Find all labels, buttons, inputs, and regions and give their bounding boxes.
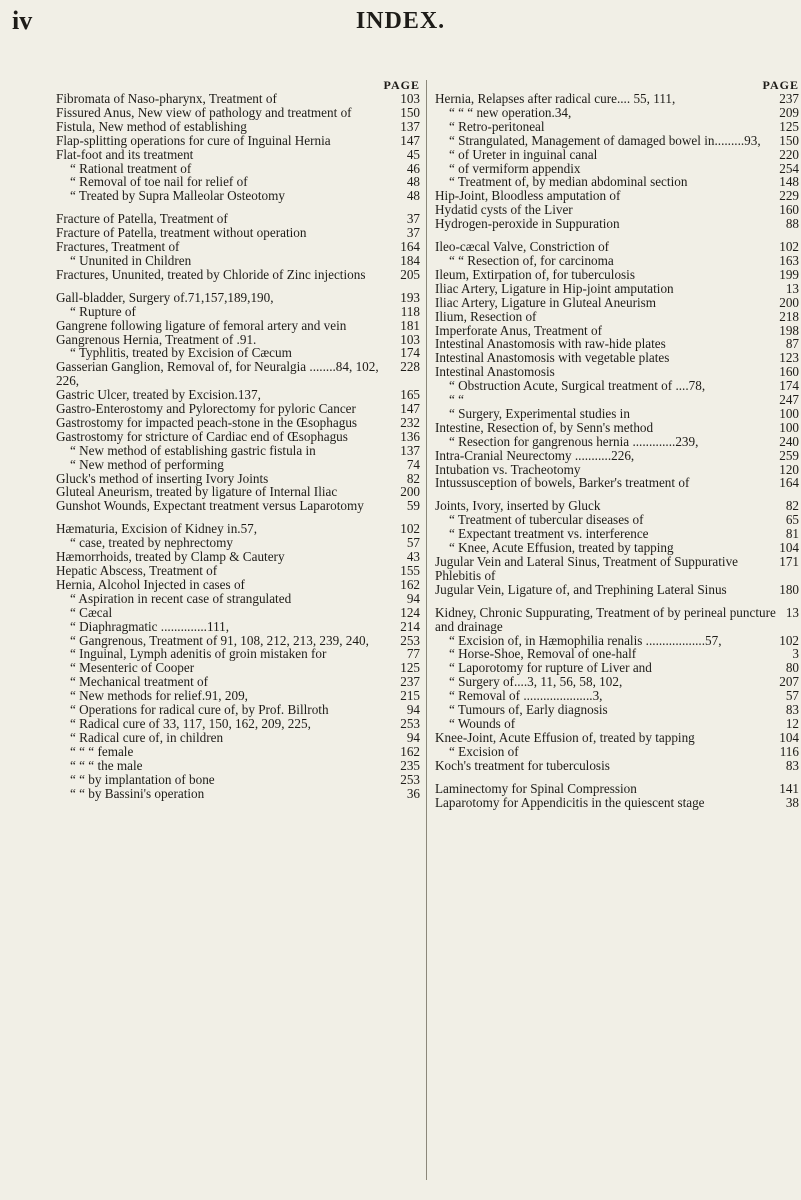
index-entry-page: 214	[400, 618, 420, 634]
index-entry-text: Gangrene following ligature of femoral artery and vein	[56, 317, 347, 333]
index-entry-page: 218	[779, 308, 799, 324]
index-entry-text: “ Removal of toe nail for relief of	[70, 174, 248, 190]
index-entry-page: 147	[400, 132, 420, 148]
index-entry	[435, 268, 799, 282]
index-entry-page: 160	[779, 364, 799, 380]
index-entry	[56, 402, 420, 416]
index-entry	[435, 689, 799, 703]
index-entry-text: “ Rational treatment of	[70, 160, 192, 176]
index-entry	[435, 499, 799, 513]
index-entry-text: Hæmaturia, Excision of Kidney in.57,	[56, 521, 258, 537]
index-entry-text: “ Radical cure of 33, 117, 150, 162, 209, 225,	[70, 715, 311, 731]
index-entry	[56, 416, 420, 430]
index-entry	[56, 333, 420, 347]
index-entry-page: 124	[400, 604, 420, 620]
index-entry-text: Intra-Cranial Neurectomy ...........226,	[435, 447, 635, 463]
index-entry	[56, 134, 420, 148]
index-entry-text: “ “ “ new operation.34,	[449, 104, 572, 120]
index-entry-page: 240	[779, 433, 799, 449]
index-entry	[56, 592, 420, 606]
index-entry-page: 253	[400, 715, 420, 731]
index-entry-page: 13	[785, 280, 799, 296]
index-entry-page: 125	[779, 118, 799, 134]
index-entry-page: 141	[779, 780, 799, 796]
index-entry-text: Intussusception of bowels, Barker's treatment of	[435, 475, 690, 491]
index-entry	[56, 175, 420, 189]
index-entry-text: “ Ununited in Children	[70, 252, 192, 268]
index-entry-page: 82	[785, 498, 799, 514]
index-entry	[56, 522, 420, 536]
index-entry-page: 100	[779, 405, 799, 421]
index-entry	[435, 175, 799, 189]
page-folio: iv	[12, 6, 33, 35]
index-entry	[435, 555, 799, 583]
index-entry	[56, 759, 420, 773]
index-entry-text: Gluteal Aneurism, treated by ligature of Internal Iliac	[56, 484, 338, 500]
index-entry-text: Gastrostomy for impacted peach-stone in the Œsophagus	[56, 414, 358, 430]
index-entry-text: “ Cæcal	[70, 604, 113, 620]
index-entry-text: “ New method of establishing gastric fistula in	[70, 442, 316, 458]
index-entry-page: 100	[779, 419, 799, 435]
index-entry-text: Laparotomy for Appendicitis in the quiescent stage	[435, 794, 705, 810]
index-entry-text: Fistula, New method of establishing	[56, 118, 247, 134]
index-entry-page: 103	[400, 331, 420, 347]
index-entry-text: “ of vermiform appendix	[449, 160, 581, 176]
index-entry	[56, 458, 420, 472]
index-entry	[56, 148, 420, 162]
index-entry-page: 125	[400, 660, 420, 676]
index-entry-text: Flap-splitting operations for cure of Inguinal Hernia	[56, 132, 331, 148]
index-entry-page: 82	[406, 470, 420, 486]
index-entry-text: “ Horse-Shoe, Removal of one-half	[449, 646, 637, 662]
index-entry-text: Jugular Vein and Lateral Sinus, Treatment of Suppurative Phlebitis of	[435, 554, 739, 583]
index-entry-page: 174	[779, 378, 799, 394]
index-entry	[435, 296, 799, 310]
index-entry-text: “ Typhlitis, treated by Excision of Cæcum	[70, 345, 292, 361]
index-entry	[56, 254, 420, 268]
index-entry-text: “ Rupture of	[70, 303, 136, 319]
index-entry-text: Hernia, Alcohol Injected in cases of	[56, 576, 245, 592]
index-entry-page: 205	[400, 266, 420, 282]
index-entry-page: 83	[785, 702, 799, 718]
index-entry-page: 148	[779, 174, 799, 190]
index-entry-page: 102	[779, 632, 799, 648]
index-entry	[56, 226, 420, 240]
index-entry	[56, 620, 420, 634]
index-entry-text: Hepatic Abscess, Treatment of	[56, 563, 218, 578]
index-entry-page: 37	[406, 225, 420, 241]
index-entry-page: 184	[400, 252, 420, 268]
index-entry-page: 123	[779, 350, 799, 366]
index-entry	[56, 606, 420, 620]
index-entry-page: 88	[785, 216, 799, 232]
index-entry	[56, 240, 420, 254]
index-entry	[56, 689, 420, 703]
index-entry-text: Knee-Joint, Acute Effusion of, treated by tapping	[435, 729, 695, 745]
index-entry-page: 120	[779, 461, 799, 477]
index-entry-text: “ Strangulated, Management of damaged bowel in.........93,	[449, 132, 761, 148]
index-entry-text: “ Wounds of	[449, 715, 516, 731]
index-entry	[56, 661, 420, 675]
index-entry-text: Fractures, Treatment of	[56, 239, 180, 255]
index-entry	[435, 310, 799, 324]
index-entry-page: 37	[406, 211, 420, 227]
index-entry-page: 254	[779, 160, 799, 176]
index-entry-page: 164	[400, 239, 420, 255]
index-entry-text: Gangrenous Hernia, Treatment of .91.	[56, 331, 257, 347]
index-entry	[435, 463, 799, 477]
index-entry-page: 13	[785, 604, 799, 620]
index-entry-page: 102	[400, 521, 420, 537]
index-entry-text: “ Mesenteric of Cooper	[70, 660, 195, 676]
index-entry	[56, 388, 420, 402]
index-entry-page: 163	[779, 252, 799, 268]
index-entry-text: “ “ “ the male	[70, 757, 143, 773]
index-entry-page: 3	[792, 646, 799, 662]
index-entry-page: 94	[406, 702, 420, 718]
index-entry-page: 38	[785, 794, 799, 810]
index-entry-text: Iliac Artery, Ligature in Hip-joint amputation	[435, 280, 674, 296]
index-entry-page: 150	[400, 104, 420, 120]
index-entry	[56, 536, 420, 550]
index-entry-text: Gastrostomy for stricture of Cardiac end of Œsophagus	[56, 428, 348, 444]
index-entry-page: 65	[785, 512, 799, 528]
index-entry-text: “ “	[449, 392, 465, 408]
index-entry	[435, 513, 799, 527]
index-entry-page: 229	[779, 188, 799, 204]
index-entry-text: Fibromata of Naso-pharynx, Treatment of	[56, 91, 277, 106]
index-entry-page: 198	[779, 322, 799, 338]
index-entry	[435, 351, 799, 365]
index-entry-page: 160	[779, 202, 799, 218]
index-entry	[435, 134, 799, 148]
index-entry-text: “ Radical cure of, in children	[70, 729, 224, 745]
index-entry-page: 259	[779, 447, 799, 463]
index-entry-page: 237	[779, 91, 799, 106]
index-entry-page: 235	[400, 757, 420, 773]
index-entry	[56, 319, 420, 333]
index-entry-list	[435, 78, 799, 809]
index-entry-text: “ Excision of	[449, 743, 519, 759]
index-entry	[56, 745, 420, 759]
index-entry	[435, 217, 799, 231]
index-entry-page: 57	[785, 688, 799, 704]
index-entry-page: 247	[779, 392, 799, 408]
index-entry-text: Hydatid cysts of the Liver	[435, 202, 573, 218]
index-entry-text: “ New method of performing	[70, 456, 224, 472]
index-entry-page: 74	[406, 456, 420, 472]
index-entry-page: 200	[779, 294, 799, 310]
index-entry	[435, 731, 799, 745]
index-entry	[56, 346, 420, 360]
index-entry-page: 181	[400, 317, 420, 333]
index-entry-page: 228	[400, 359, 420, 375]
index-entry-page: 57	[406, 535, 420, 551]
index-entry-text: Gastro-Enterostomy and Pylorectomy for pyloric Cancer	[56, 401, 356, 417]
index-entry-text: Ileo-cæcal Valve, Constriction of	[435, 239, 610, 255]
index-entry-text: “ case, treated by nephrectomy	[70, 535, 233, 551]
index-entry-page: 193	[400, 289, 420, 305]
index-entry-page: 207	[779, 674, 799, 690]
index-entry-list	[56, 78, 420, 800]
index-entry-page: 200	[400, 484, 420, 500]
index-entry	[56, 564, 420, 578]
index-entry	[435, 148, 799, 162]
index-entry-text: “ Obstruction Acute, Surgical treatment of ....78,	[449, 378, 706, 394]
index-entry	[56, 485, 420, 499]
index-entry-text: Hydrogen-peroxide in Suppuration	[435, 216, 620, 232]
index-entry-text: Intestinal Anastomosis with vegetable plates	[435, 350, 670, 366]
index-entry-text: “ Expectant treatment vs. interference	[449, 526, 649, 542]
index-entry-text: “ “ Resection of, for carcinoma	[449, 252, 614, 268]
index-entry-page: 48	[406, 174, 420, 190]
index-entry	[56, 634, 420, 648]
index-entry-text: Koch's treatment for tuberculosis	[435, 757, 610, 773]
index-entry-page: 164	[779, 475, 799, 491]
index-entry	[56, 578, 420, 592]
index-entry	[435, 634, 799, 648]
index-entry-page: 116	[779, 743, 799, 759]
index-entry-page: 83	[785, 757, 799, 773]
index-entry-page: 46	[406, 160, 420, 176]
index-entry	[435, 782, 799, 796]
index-entry	[435, 759, 799, 773]
index-entry-page: 162	[400, 576, 420, 592]
index-entry-page: 103	[400, 91, 420, 106]
index-entry-text: “ Aspiration in recent case of strangulated	[70, 590, 292, 606]
index-entry-page: 253	[400, 771, 420, 787]
index-entry-page: 77	[406, 646, 420, 662]
index-entry-page: 162	[400, 743, 420, 759]
index-entry	[56, 189, 420, 203]
index-entry-text: Fissured Anus, New view of pathology and treatment of	[56, 104, 352, 120]
index-entry-page: 104	[779, 540, 799, 556]
index-entry	[56, 212, 420, 226]
index-entry	[56, 291, 420, 305]
index-entry-text: “ Excision of, in Hæmophilia renalis ..................57,	[449, 632, 722, 648]
index-entry-text: “ of Ureter in inguinal canal	[449, 146, 598, 162]
index-entry	[435, 606, 799, 634]
index-entry-page: 48	[406, 188, 420, 204]
index-entry-page: 155	[400, 563, 420, 578]
index-entry-text: Laminectomy for Spinal Compression	[435, 780, 637, 796]
index-entry-page: 220	[779, 146, 799, 162]
index-entry	[435, 647, 799, 661]
index-entry	[56, 703, 420, 717]
column-divider	[426, 80, 427, 1180]
index-entry-text: “ Treated by Supra Malleolar Osteotomy	[70, 188, 285, 204]
index-entry	[56, 120, 420, 134]
index-entry-text: “ Mechanical treatment of	[70, 674, 209, 690]
index-entry-page: 237	[400, 674, 420, 690]
page-column-label: PAGE	[383, 78, 420, 92]
index-entry-text: “ Laporotomy for rupture of Liver and	[449, 660, 652, 676]
index-entry-page: 137	[400, 442, 420, 458]
index-entry-page: 81	[785, 526, 799, 542]
index-entry-page: 136	[400, 428, 420, 444]
index-entry	[56, 499, 420, 513]
index-entry-page: 174	[400, 345, 420, 361]
index-entry-text: Intestine, Resection of, by Senn's method	[435, 419, 654, 435]
index-entry	[435, 661, 799, 675]
index-entry	[435, 435, 799, 449]
index-entry	[435, 78, 799, 106]
index-entry	[435, 541, 799, 555]
index-entry-text: Intubation vs. Tracheotomy	[435, 461, 581, 477]
index-entry-page: 43	[406, 549, 420, 565]
index-entry	[435, 527, 799, 541]
index-entry-text: Fractures, Ununited, treated by Chloride of Zinc injections	[56, 266, 366, 282]
index-entry-page: 104	[779, 729, 799, 745]
index-entry-page: 171	[779, 554, 799, 569]
index-entry-text: Intestinal Anastomosis with raw-hide plates	[435, 336, 666, 352]
index-entry-text: Fracture of Patella, treatment without operation	[56, 225, 307, 241]
index-entry-page: 36	[406, 785, 420, 801]
index-entry-text: “ Retro-peritoneal	[449, 118, 545, 134]
index-entry	[56, 162, 420, 176]
index-entry	[56, 360, 420, 388]
index-entry-text: Ileum, Extirpation of, for tuberculosis	[435, 266, 635, 282]
index-entry	[435, 282, 799, 296]
index-entry-text: “ Inguinal, Lymph adenitis of groin mistaken for	[70, 646, 327, 662]
index-entry	[56, 731, 420, 745]
index-entry	[56, 675, 420, 689]
index-entry-page: 94	[406, 729, 420, 745]
index-entry-text: Jugular Vein, Ligature of, and Trephining Lateral Sinus	[435, 581, 727, 597]
index-entry	[435, 254, 799, 268]
index-entry-text: Flat-foot and its treatment	[56, 146, 194, 162]
index-entry-text: “ Treatment of tubercular diseases of	[449, 512, 644, 528]
index-entry-page: 102	[779, 239, 799, 255]
index-entry-text: “ Knee, Acute Effusion, treated by tapping	[449, 540, 674, 556]
index-entry	[56, 773, 420, 787]
index-entry-page: 209	[779, 104, 799, 120]
index-entry-text: Imperforate Anus, Treatment of	[435, 322, 603, 338]
index-entry-page: 87	[785, 336, 799, 352]
index-entry	[435, 189, 799, 203]
index-entry-text: “ Diaphragmatic ..............111,	[70, 618, 230, 634]
page-title: INDEX.	[355, 8, 446, 34]
index-entry-page: 45	[406, 146, 420, 162]
index-entry-text: “ Surgery of....3, 11, 56, 58, 102,	[449, 674, 623, 690]
index-entry	[56, 787, 420, 801]
index-entry-text: Gastric Ulcer, treated by Excision.137,	[56, 387, 261, 403]
index-entry-text: Joints, Ivory, inserted by Gluck	[435, 498, 601, 514]
index-entry-text: “ “ by implantation of bone	[70, 771, 215, 787]
index-entry-text: Intestinal Anastomosis	[435, 364, 555, 380]
index-entry-page: 59	[406, 498, 420, 514]
index-entry	[56, 305, 420, 319]
index-entry	[56, 106, 420, 120]
index-entry-text: “ Gangrenous, Treatment of 91, 108, 212, 213, 239, 240,	[70, 632, 369, 648]
index-entry	[435, 449, 799, 463]
index-entry-page: 215	[400, 688, 420, 704]
index-entry	[56, 647, 420, 661]
index-entry	[435, 675, 799, 689]
index-entry	[435, 120, 799, 134]
index-entry-text: “ “ by Bassini's operation	[70, 785, 205, 801]
index-entry	[435, 337, 799, 351]
index-entry-page: 150	[779, 132, 799, 148]
index-entry-text: Gluck's method of inserting Ivory Joints	[56, 470, 269, 486]
index-entry-page: 180	[779, 581, 799, 597]
index-entry	[435, 324, 799, 338]
index-entry-text: Gasserian Ganglion, Removal of, for Neuralgia ........84, 102, 226,	[56, 359, 379, 389]
index-entry	[56, 717, 420, 731]
index-entry	[435, 717, 799, 731]
index-entry-text: “ Surgery, Experimental studies in	[449, 405, 630, 421]
index-entry-text: “ Treatment of, by median abdominal section	[449, 174, 688, 190]
index-entry	[435, 796, 799, 810]
index-entry	[435, 162, 799, 176]
index-entry-text: Kidney, Chronic Suppurating, Treatment of by perineal puncture and drainage	[435, 604, 776, 634]
index-entry-text: Gall-bladder, Surgery of.71,157,189,190,	[56, 289, 274, 305]
index-entry-text: “ Tumours of, Early diagnosis	[449, 702, 608, 718]
index-entry-text: “ New methods for relief.91, 209,	[70, 688, 248, 704]
index-entry-page: 80	[785, 660, 799, 676]
index-entry-page: 137	[400, 118, 420, 134]
index-entry	[435, 203, 799, 217]
index-entry-text: Ilium, Resection of	[435, 308, 537, 324]
index-entry	[435, 421, 799, 435]
index-entry	[435, 393, 799, 407]
index-entry	[56, 550, 420, 564]
index-entry-text: Fracture of Patella, Treatment of	[56, 211, 228, 227]
index-entry	[56, 268, 420, 282]
index-entry	[435, 379, 799, 393]
index-entry-text: “ “ “ female	[70, 743, 134, 759]
index-entry-text: Iliac Artery, Ligature in Gluteal Aneurism	[435, 294, 657, 310]
index-entry-page: 12	[785, 715, 799, 731]
index-entry	[435, 240, 799, 254]
index-entry-page: 94	[406, 590, 420, 606]
index-entry	[435, 703, 799, 717]
index-entry	[435, 745, 799, 759]
index-entry	[56, 444, 420, 458]
index-entry	[56, 430, 420, 444]
index-entry-text: Hernia, Relapses after radical cure.... 55, 111,	[435, 91, 676, 106]
index-entry-text: Hæmorrhoids, treated by Clamp & Cautery	[56, 549, 285, 565]
index-entry	[435, 583, 799, 597]
index-entry-page: 253	[400, 632, 420, 648]
index-entry	[435, 407, 799, 421]
index-entry-page: 199	[779, 266, 799, 282]
index-entry-text: Gunshot Wounds, Expectant treatment versus Laparotomy	[56, 498, 364, 514]
index-entry-text: “ Resection for gangrenous hernia .............239,	[449, 433, 699, 449]
index-entry	[56, 472, 420, 486]
index-entry-page: 118	[400, 303, 420, 319]
page-column-label: PAGE	[762, 78, 799, 92]
index-entry-page: 147	[400, 401, 420, 417]
index-entry-text: “ Operations for radical cure of, by Prof. Billroth	[70, 702, 329, 718]
index-entry	[56, 78, 420, 106]
index-entry	[435, 106, 799, 120]
index-entry-page: 232	[400, 414, 420, 430]
index-entry-text: “ Removal of .....................3,	[449, 688, 603, 704]
index-entry	[435, 365, 799, 379]
index-entry	[435, 476, 799, 490]
index-entry-text: Hip-Joint, Bloodless amputation of	[435, 188, 621, 204]
index-entry-page: 165	[400, 387, 420, 403]
